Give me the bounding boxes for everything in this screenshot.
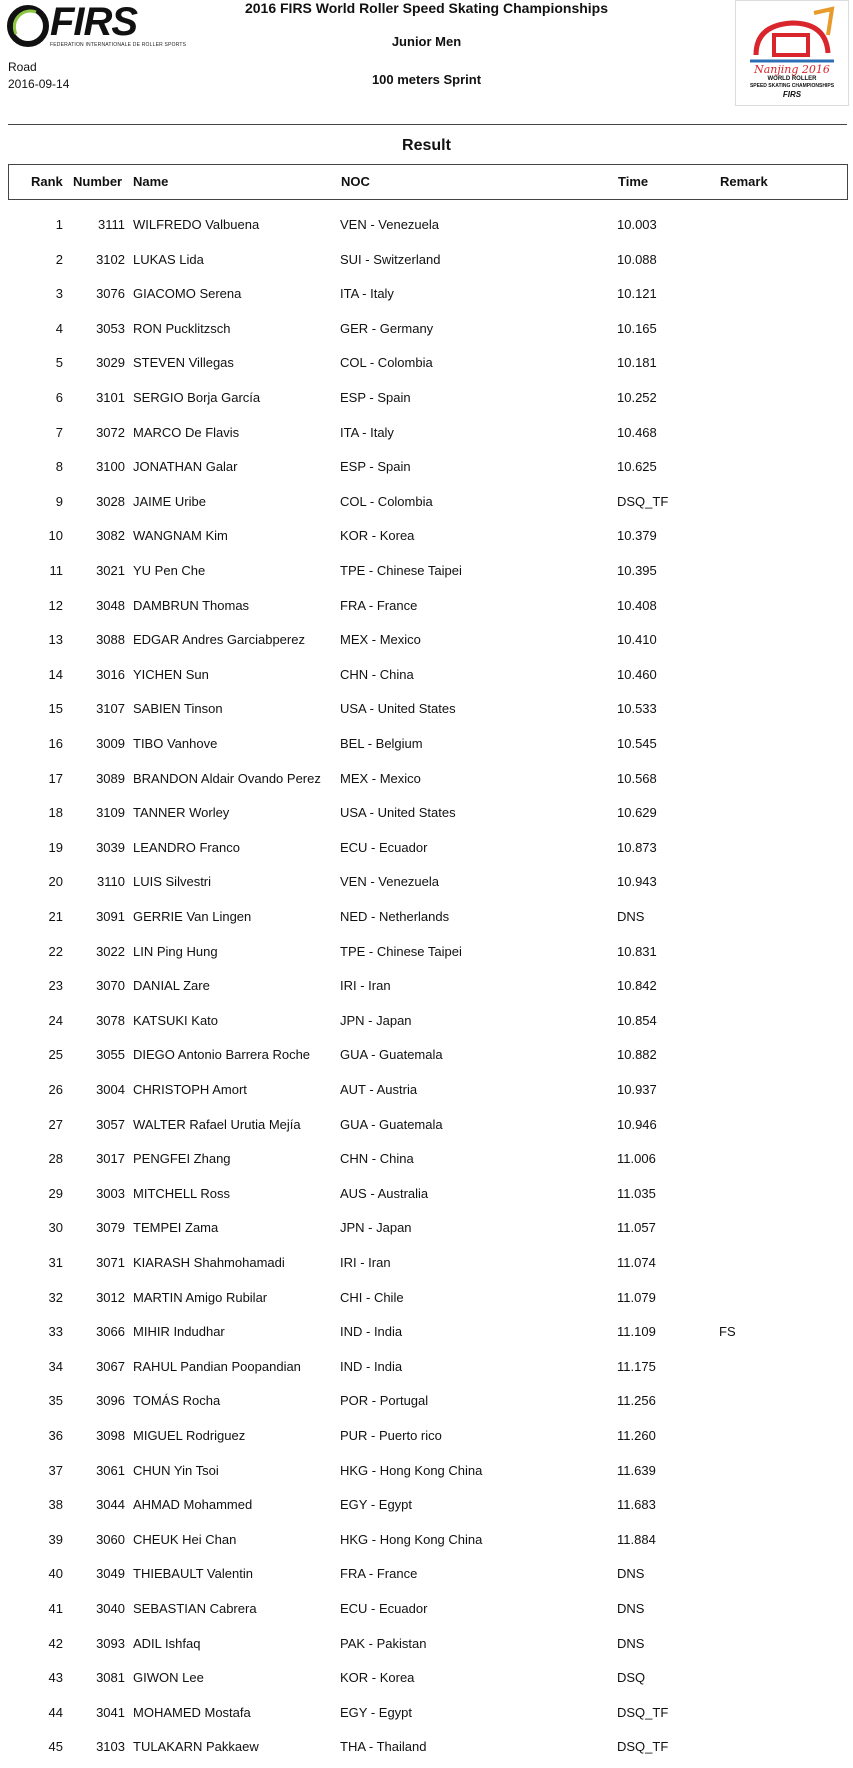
table-row (0, 968, 853, 1003)
rank-cell: 44 (48, 1704, 63, 1720)
name-cell: LUIS Silvestri (133, 874, 212, 890)
number-cell: 3111 (98, 217, 125, 232)
number-cell: 3076 (96, 286, 125, 302)
table-row (0, 1245, 853, 1280)
name-cell: SEBASTIAN Cabrera (133, 1601, 257, 1616)
noc-cell: PUR - Puerto rico (340, 1428, 442, 1443)
table-row (0, 1141, 853, 1176)
remark-cell: FS (719, 1324, 736, 1340)
noc-cell: JPN - Japan (340, 1012, 412, 1028)
name-cell: TULAKARN Pakkaew (133, 1739, 259, 1755)
col-time: Time (618, 174, 649, 189)
table-row (0, 484, 853, 519)
rank-cell: 38 (48, 1497, 63, 1513)
number-cell: 3100 (96, 459, 125, 475)
rank-cell: 26 (48, 1082, 63, 1097)
table-row (0, 1487, 853, 1522)
table-row (0, 899, 853, 934)
name-cell: JAIME Uribe (133, 493, 206, 509)
noc-cell: USA - United States (340, 805, 456, 821)
rank-cell: 21 (48, 909, 63, 924)
col-remark: Remark (720, 174, 768, 189)
col-rank: Rank (31, 174, 63, 189)
table-row (0, 311, 853, 346)
number-cell: 3039 (96, 839, 125, 855)
time-cell: 11.639 (617, 1462, 656, 1478)
name-cell: AHMAD Mohammed (133, 1497, 253, 1513)
rank-cell: 33 (48, 1324, 63, 1340)
noc-cell: IND - India (340, 1324, 403, 1340)
name-cell: MITCHELL Ross (133, 1185, 231, 1201)
noc-cell: SUI - Switzerland (340, 251, 441, 267)
time-cell: 10.460 (617, 666, 657, 682)
time-cell: 10.629 (617, 805, 657, 821)
rank-cell: 12 (48, 597, 63, 613)
name-cell: MARTIN Amigo Rubilar (133, 1289, 268, 1305)
name-cell: RON Pucklitzsch (133, 320, 231, 336)
number-cell: 3009 (96, 736, 125, 751)
rank-cell: 18 (48, 805, 63, 821)
number-cell: 3041 (96, 1704, 125, 1720)
name-cell: MOHAMED Mostafa (133, 1704, 251, 1720)
time-cell: 11.260 (617, 1428, 656, 1443)
rank-cell: 13 (48, 632, 63, 648)
rank-cell: 22 (48, 943, 63, 959)
time-cell: 11.884 (617, 1531, 656, 1547)
number-cell: 3081 (96, 1670, 125, 1686)
table-row (0, 1729, 853, 1764)
rank-cell: 43 (48, 1670, 63, 1686)
table-row (0, 1591, 853, 1626)
name-cell: JONATHAN Galar (133, 459, 238, 475)
rank-cell: 20 (48, 874, 63, 890)
name-cell: THIEBAULT Valentin (133, 1566, 253, 1582)
table-row (0, 657, 853, 692)
noc-cell: ITA - Italy (340, 424, 394, 440)
event-logo-script: Nanjing 2016 (754, 63, 830, 76)
noc-cell: CHN - China (340, 1151, 414, 1167)
name-cell: DIEGO Antonio Barrera Roche (133, 1047, 311, 1063)
number-cell: 3102 (96, 251, 125, 267)
noc-cell: GUA - Guatemala (340, 1116, 443, 1132)
number-cell: 3017 (96, 1151, 125, 1167)
table-row (0, 1626, 853, 1661)
noc-cell: GUA - Guatemala (340, 1047, 443, 1063)
number-cell: 3066 (96, 1324, 125, 1340)
table-row (0, 415, 853, 450)
rank-cell: 36 (48, 1428, 63, 1443)
number-cell: 3082 (96, 528, 125, 544)
number-cell: 3079 (96, 1220, 125, 1236)
event-title: 100 meters Sprint (371, 72, 482, 87)
noc-cell: AUS - Australia (340, 1185, 429, 1201)
name-cell: LIN Ping Hung (133, 943, 218, 959)
number-cell: 3078 (96, 1012, 125, 1028)
rank-cell: 35 (48, 1393, 63, 1409)
time-cell: 11.683 (617, 1497, 656, 1513)
name-cell: YICHEN Sun (133, 666, 209, 682)
time-cell: 11.079 (617, 1289, 656, 1305)
noc-cell: ESP - Spain (340, 459, 411, 475)
rank-cell: 15 (48, 701, 63, 717)
noc-cell: VEN - Venezuela (340, 874, 440, 890)
noc-cell: FRA - France (340, 1566, 418, 1582)
time-cell: DSQ (617, 1670, 646, 1686)
time-cell: 11.074 (617, 1255, 656, 1270)
time-cell: 10.252 (617, 390, 657, 405)
number-cell: 3089 (96, 770, 125, 786)
name-cell: GERRIE Van Lingen (133, 909, 252, 924)
name-cell: TIBO Vanhove (133, 736, 218, 751)
table-row (0, 449, 853, 484)
name-cell: EDGAR Andres Garciabperez (133, 632, 305, 648)
event-logo-brand: FIRS (782, 90, 802, 99)
noc-cell: COL - Colombia (340, 493, 433, 509)
rank-cell: 42 (48, 1635, 63, 1651)
time-cell: 10.379 (617, 528, 657, 544)
number-cell: 3060 (96, 1531, 125, 1547)
number-cell: 3053 (96, 320, 125, 336)
rank-cell: 7 (55, 424, 63, 440)
number-cell: 3057 (96, 1116, 125, 1132)
noc-cell: IND - India (340, 1358, 403, 1374)
noc-cell: IRI - Iran (340, 978, 391, 994)
name-cell: YU Pen Che (133, 563, 206, 578)
name-cell: SABIEN Tinson (133, 701, 223, 717)
table-row (0, 1349, 853, 1384)
noc-cell: JPN - Japan (340, 1220, 412, 1236)
name-cell: RAHUL Pandian Poopandian (133, 1358, 301, 1374)
number-cell: 3096 (96, 1393, 125, 1409)
number-cell: 3093 (96, 1635, 125, 1651)
table-row (0, 207, 853, 242)
noc-cell: ECU - Ecuador (340, 1601, 428, 1616)
noc-cell: ECU - Ecuador (340, 839, 428, 855)
noc-cell: PAK - Pakistan (340, 1635, 427, 1651)
noc-cell: CHI - Chile (340, 1289, 404, 1305)
rank-cell: 8 (55, 459, 63, 475)
rank-cell: 14 (48, 666, 63, 682)
number-cell: 3040 (96, 1601, 125, 1616)
time-cell: 10.410 (617, 632, 657, 648)
number-cell: 3098 (96, 1428, 125, 1443)
number-cell: 3048 (96, 597, 125, 613)
name-cell: STEVEN Villegas (133, 355, 234, 371)
rank-cell: 39 (48, 1531, 63, 1547)
rank-cell: 11 (49, 563, 63, 578)
table-row (0, 622, 853, 657)
number-cell: 3012 (96, 1289, 125, 1305)
time-cell: DNS (617, 909, 645, 924)
table-row (0, 1037, 853, 1072)
number-cell: 3049 (96, 1566, 125, 1582)
number-cell: 3067 (96, 1358, 125, 1374)
name-cell: CHEUK Hei Chan (133, 1531, 237, 1547)
name-cell: GIACOMO Serena (133, 286, 242, 302)
table-row (0, 553, 853, 588)
table-row (0, 1453, 853, 1488)
number-cell: 3107 (96, 701, 125, 717)
skater-emblem-icon (736, 5, 848, 67)
rank-cell: 10 (48, 528, 63, 544)
noc-cell: MEX - Mexico (340, 770, 421, 786)
rank-cell: 16 (48, 736, 63, 751)
rank-cell: 6 (55, 390, 63, 405)
table-row (0, 518, 853, 553)
number-cell: 3071 (96, 1255, 125, 1270)
number-cell: 3028 (96, 493, 125, 509)
name-cell: MARCO De Flavis (133, 424, 240, 440)
time-cell: DNS (617, 1601, 645, 1616)
time-cell: DSQ_TF (617, 493, 669, 509)
firs-logo-text: FIRS (50, 0, 138, 44)
event-date: 2016-09-14 (8, 77, 70, 91)
name-cell: KIARASH Shahmohamadi (133, 1255, 285, 1270)
category-title: Junior Men (391, 34, 462, 49)
table-row (0, 1314, 853, 1349)
rank-cell: 34 (48, 1358, 63, 1374)
table-row (0, 1107, 853, 1142)
table-row (0, 1556, 853, 1591)
rank-cell: 5 (55, 355, 63, 371)
time-cell: 10.533 (617, 701, 657, 717)
name-cell: CHRISTOPH Amort (133, 1082, 247, 1097)
table-row (0, 380, 853, 415)
number-cell: 3004 (96, 1082, 125, 1097)
rank-cell: 19 (48, 839, 63, 855)
time-cell: 10.943 (617, 874, 657, 890)
time-cell: DNS (617, 1635, 645, 1651)
rank-cell: 3 (55, 286, 63, 302)
rank-cell: 1 (55, 217, 63, 232)
event-logo (735, 0, 849, 106)
noc-cell: POR - Portugal (340, 1393, 429, 1409)
noc-cell: EGY - Egypt (340, 1497, 413, 1513)
number-cell: 3091 (96, 909, 125, 924)
name-cell: DANIAL Zare (133, 978, 210, 994)
time-cell: DSQ_TF (617, 1739, 669, 1755)
noc-cell: BEL - Belgium (340, 736, 423, 751)
time-cell: 10.842 (617, 978, 657, 994)
table-row (0, 1176, 853, 1211)
time-cell: 10.831 (617, 943, 657, 959)
rank-cell: 9 (55, 493, 63, 509)
table-row (0, 1210, 853, 1245)
championship-title: 2016 FIRS World Roller Speed Skating Championships (244, 0, 609, 16)
number-cell: 3022 (96, 943, 125, 959)
number-cell: 3101 (96, 390, 125, 405)
time-cell: 10.181 (617, 355, 657, 371)
time-cell: 10.937 (617, 1082, 657, 1097)
time-cell: DSQ_TF (617, 1704, 669, 1720)
table-row (0, 761, 853, 796)
event-logo-line2: SPEED SKATING CHAMPIONSHIPS (749, 83, 835, 89)
time-cell: 10.088 (617, 251, 657, 267)
noc-cell: HKG - Hong Kong China (340, 1462, 483, 1478)
time-cell: 10.873 (617, 839, 657, 855)
noc-cell: GER - Germany (340, 320, 434, 336)
time-cell: DNS (617, 1566, 645, 1582)
table-row (0, 1280, 853, 1315)
rank-cell: 30 (48, 1220, 63, 1236)
name-cell: SERGIO Borja García (133, 390, 261, 405)
name-cell: BRANDON Aldair Ovando Perez (133, 770, 321, 786)
rank-cell: 28 (48, 1151, 63, 1167)
table-row (0, 830, 853, 865)
time-cell: 10.395 (617, 563, 657, 578)
rank-cell: 31 (48, 1255, 63, 1270)
rank-cell: 25 (48, 1047, 63, 1063)
number-cell: 3072 (96, 424, 125, 440)
name-cell: KATSUKI Kato (133, 1012, 219, 1028)
venue-type: Road (8, 60, 37, 74)
name-cell: CHUN Yin Tsoi (133, 1462, 219, 1478)
noc-cell: ITA - Italy (340, 286, 394, 302)
table-row (0, 345, 853, 380)
noc-cell: AUT - Austria (340, 1082, 418, 1097)
table-row (0, 795, 853, 830)
number-cell: 3021 (96, 563, 125, 578)
noc-cell: VEN - Venezuela (340, 217, 440, 232)
time-cell: 11.006 (617, 1151, 656, 1167)
rank-cell: 2 (55, 251, 63, 267)
noc-cell: ESP - Spain (340, 390, 411, 405)
header-divider (8, 124, 847, 125)
time-cell: 10.854 (617, 1012, 657, 1028)
name-cell: TOMÁS Rocha (133, 1393, 221, 1409)
noc-cell: MEX - Mexico (340, 632, 421, 648)
number-cell: 3070 (96, 978, 125, 994)
number-cell: 3016 (96, 666, 125, 682)
time-cell: 10.003 (617, 217, 657, 232)
time-cell: 10.625 (617, 459, 657, 475)
time-cell: 11.256 (617, 1393, 656, 1409)
time-cell: 10.408 (617, 597, 657, 613)
time-cell: 10.946 (617, 1116, 657, 1132)
number-cell: 3109 (96, 805, 125, 821)
name-cell: ADIL Ishfaq (133, 1635, 201, 1651)
rank-cell: 29 (48, 1185, 63, 1201)
name-cell: WANGNAM Kim (133, 528, 228, 544)
table-row (0, 1383, 853, 1418)
number-cell: 3003 (96, 1185, 125, 1201)
table-row (0, 1522, 853, 1557)
col-number: Number (73, 174, 123, 189)
number-cell: 3110 (97, 874, 125, 890)
number-cell: 3061 (96, 1462, 125, 1478)
name-cell: WILFREDO Valbuena (133, 217, 260, 232)
number-cell: 3103 (96, 1739, 125, 1755)
rank-cell: 45 (48, 1739, 63, 1755)
noc-cell: KOR - Korea (340, 528, 415, 544)
table-row (0, 588, 853, 623)
noc-cell: KOR - Korea (340, 1670, 415, 1686)
noc-cell: NED - Netherlands (340, 909, 450, 924)
noc-cell: USA - United States (340, 701, 456, 717)
time-cell: 10.882 (617, 1047, 657, 1063)
rank-cell: 27 (48, 1116, 63, 1132)
rank-cell: 32 (48, 1289, 63, 1305)
time-cell: 10.165 (617, 320, 657, 336)
table-row (0, 276, 853, 311)
noc-cell: THA - Thailand (340, 1739, 427, 1755)
table-row (0, 1695, 853, 1730)
rank-cell: 17 (48, 770, 63, 786)
rank-cell: 4 (55, 320, 63, 336)
rank-cell: 24 (48, 1012, 63, 1028)
number-cell: 3055 (96, 1047, 125, 1063)
noc-cell: TPE - Chinese Taipei (340, 563, 462, 578)
rank-cell: 23 (48, 978, 63, 994)
name-cell: MIGUEL Rodriguez (133, 1428, 246, 1443)
rank-cell: 40 (48, 1566, 63, 1582)
time-cell: 10.468 (617, 424, 657, 440)
table-row (0, 726, 853, 761)
event-logo-line1: WORLD ROLLER (767, 76, 817, 82)
name-cell: LUKAS Lida (133, 251, 204, 267)
noc-cell: IRI - Iran (340, 1255, 391, 1270)
table-row (0, 934, 853, 969)
col-name: Name (133, 174, 169, 189)
name-cell: TANNER Worley (133, 805, 230, 821)
name-cell: LEANDRO Franco (133, 839, 240, 855)
number-cell: 3029 (96, 355, 125, 371)
table-row (0, 1418, 853, 1453)
firs-logo-subtitle: FEDERATION INTERNATIONALE DE ROLLER SPORTS (50, 42, 187, 48)
col-noc: NOC (341, 174, 370, 189)
table-header (8, 164, 848, 200)
time-cell: 11.057 (617, 1220, 656, 1236)
time-cell: 11.175 (617, 1358, 656, 1374)
rank-cell: 41 (48, 1601, 63, 1616)
table-row (0, 864, 853, 899)
name-cell: WALTER Rafael Urutia Mejía (133, 1116, 301, 1132)
noc-cell: EGY - Egypt (340, 1704, 413, 1720)
time-cell: 10.121 (617, 286, 657, 302)
time-cell: 10.545 (617, 736, 657, 751)
number-cell: 3088 (96, 632, 125, 648)
noc-cell: TPE - Chinese Taipei (340, 943, 462, 959)
time-cell: 10.568 (617, 770, 657, 786)
table-row (0, 1003, 853, 1038)
table-row (0, 1072, 853, 1107)
table-row (0, 691, 853, 726)
noc-cell: COL - Colombia (340, 355, 433, 371)
name-cell: MIHIR Indudhar (133, 1324, 225, 1340)
name-cell: TEMPEI Zama (133, 1220, 219, 1236)
noc-cell: CHN - China (340, 666, 414, 682)
noc-cell: HKG - Hong Kong China (340, 1531, 483, 1547)
result-title: Result (402, 137, 451, 154)
name-cell: GIWON Lee (133, 1670, 204, 1686)
name-cell: PENGFEI Zhang (133, 1151, 231, 1167)
table-row (0, 242, 853, 277)
noc-cell: FRA - France (340, 597, 418, 613)
table-row (0, 1660, 853, 1695)
number-cell: 3044 (96, 1497, 125, 1513)
name-cell: DAMBRUN Thomas (133, 597, 250, 613)
time-cell: 11.035 (617, 1185, 656, 1201)
rank-cell: 37 (48, 1462, 63, 1478)
time-cell: 11.109 (617, 1324, 656, 1340)
